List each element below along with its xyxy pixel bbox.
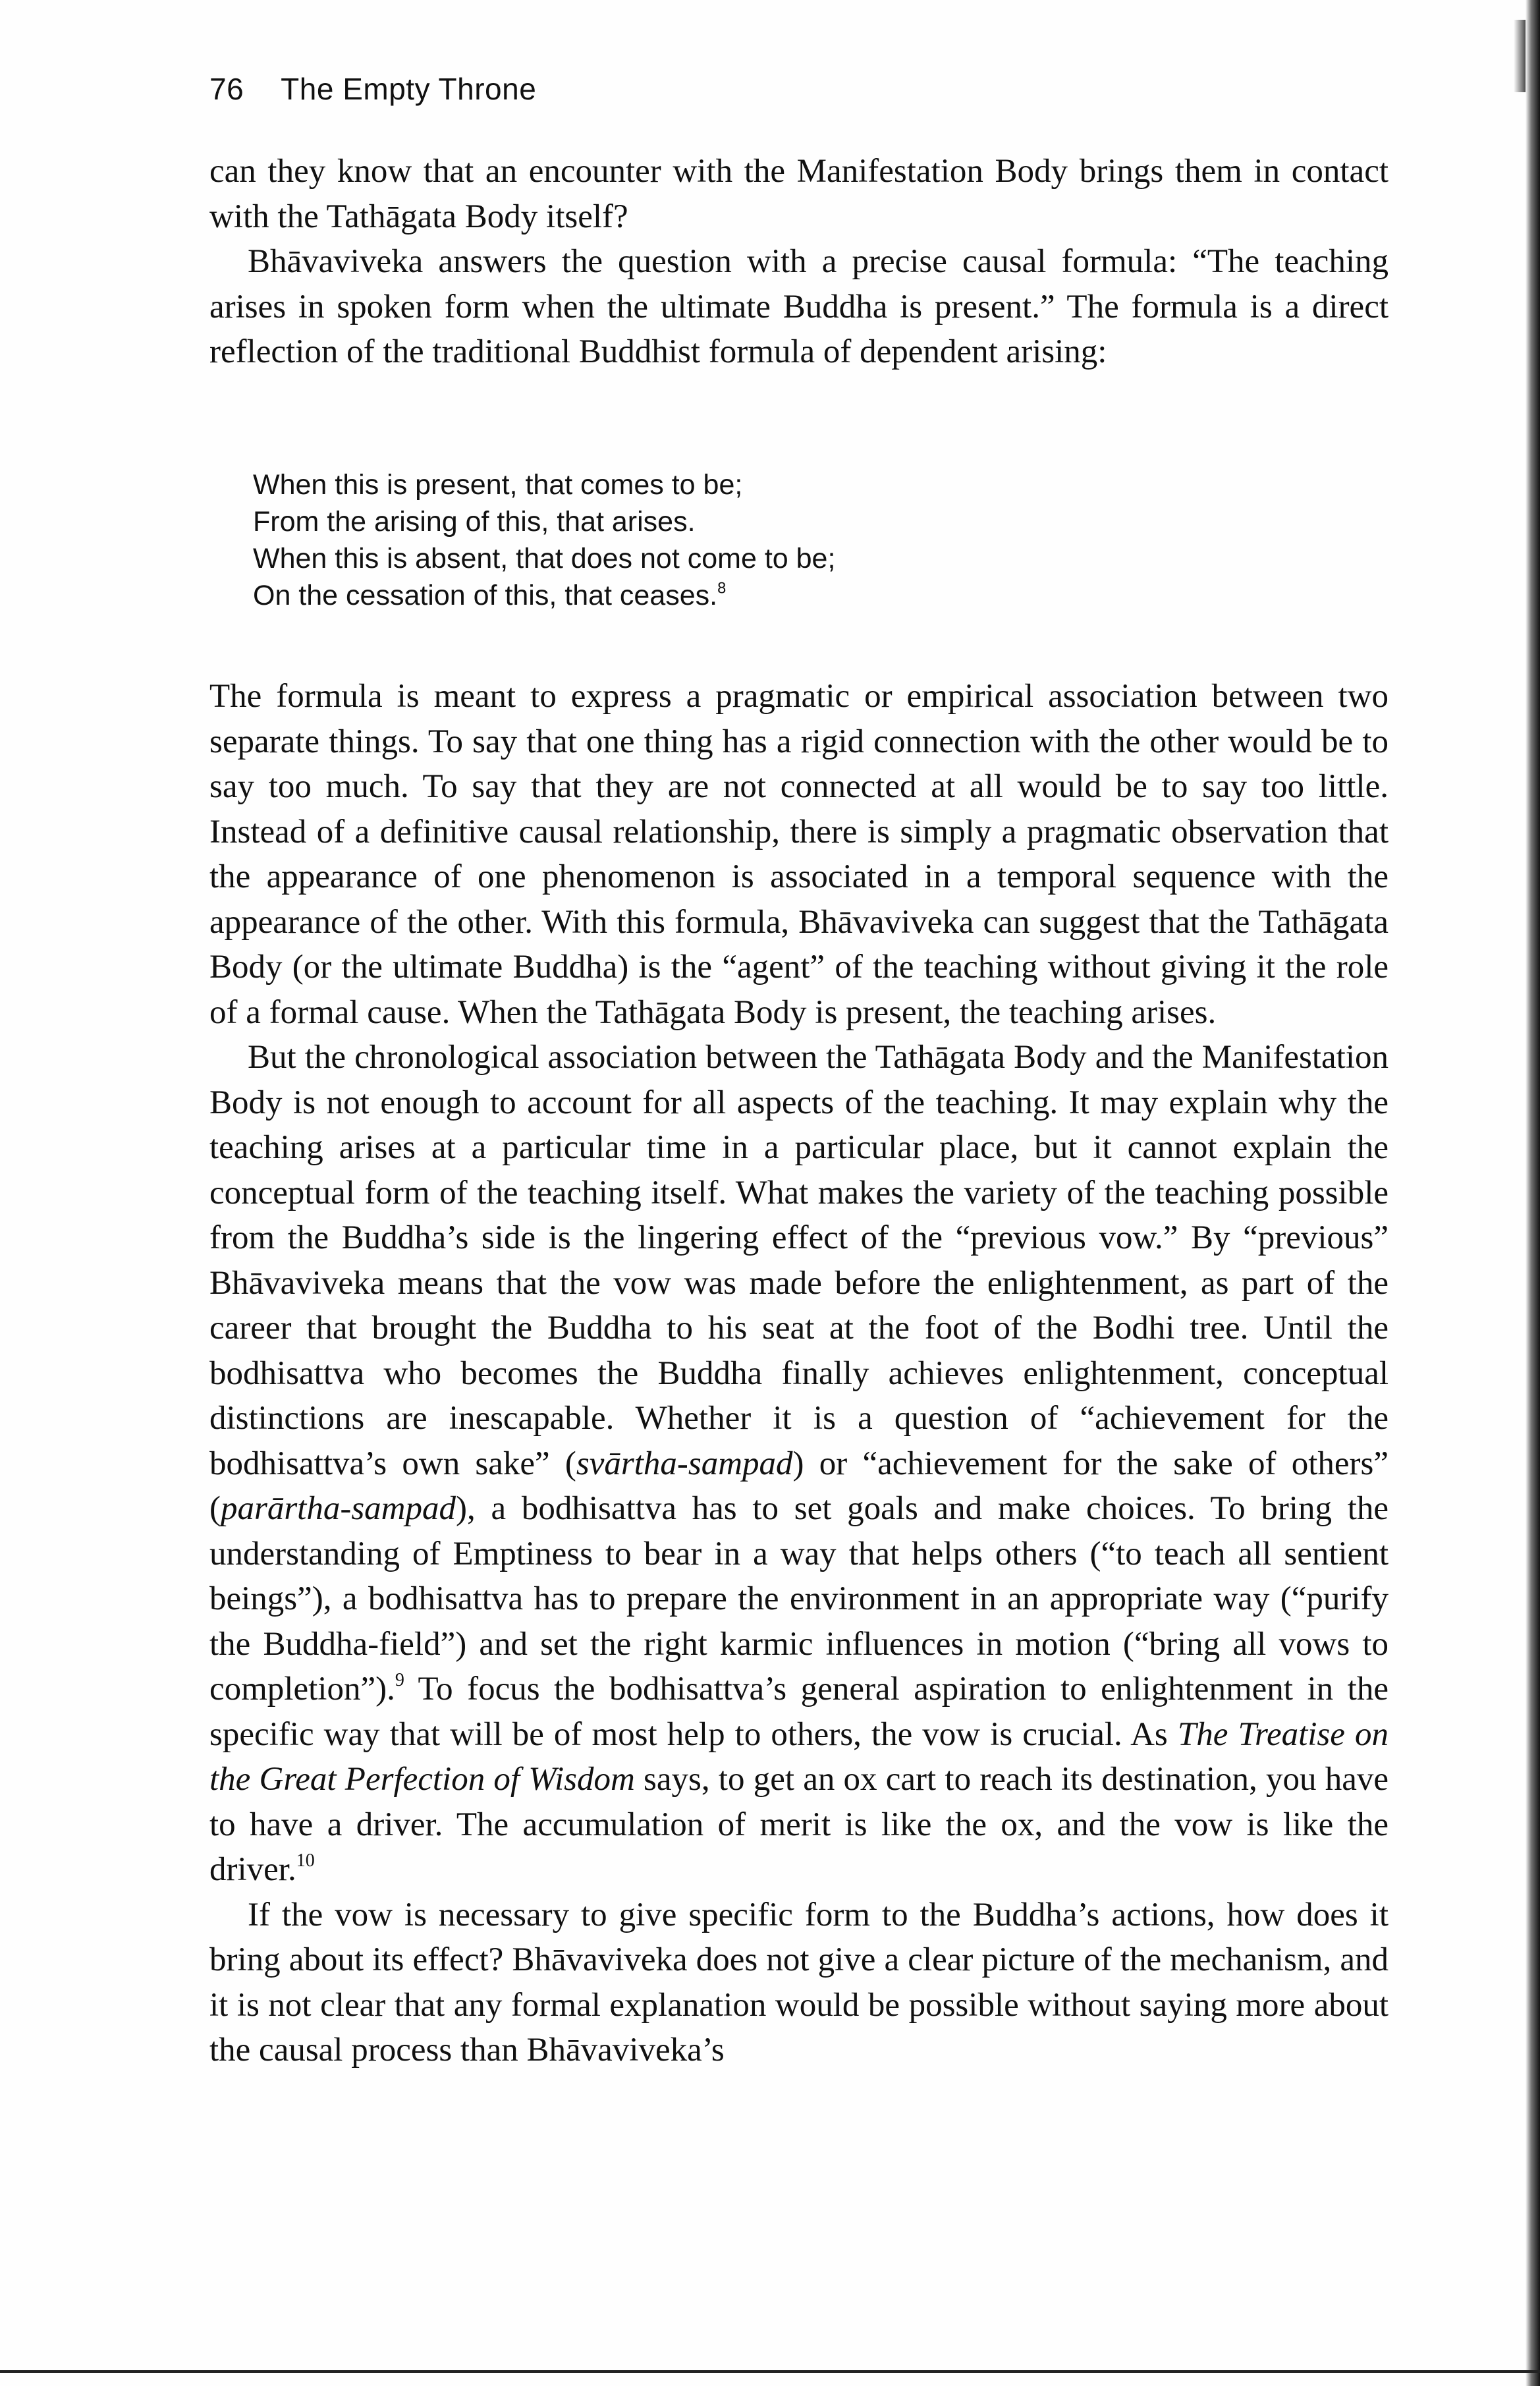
running-title: The Empty Throne: [281, 72, 537, 106]
paragraph-pragmatic-association: The formula is meant to express a pragmatic or empirical association between two separate things. To say that one thing has a rigid connection with the other would be to say too much. To say that they are not connected at all would be to say too little. Instead of a definitive causal relationship, there is simply a pragmatic observation that the appearance of one phenomenon is associated in a temporal sequence with the appearance of the other. With this formula, Bhāvaviveka can suggest that the Tathāgata Body (or the ultimate Buddha) is the “agent” of the teaching without giving it the role of a formal cause. When the Tathāgata Body is present, the teaching arises.: [209, 678, 1389, 1031]
term-svartha-sampad: svārtha-sampad: [576, 1445, 793, 1482]
text-block-main: [209, 674, 1389, 2073]
book-title: The Treatise on the Great Perfection of Wisdom: [209, 1715, 1389, 1798]
text-run: says, to get an ox cart to reach its destination, you have to have a driver. The accumulation of merit is like the ox, and the vow is like the driver.: [209, 1761, 1389, 1888]
quote-line: When this is absent, that does not come to be;: [253, 543, 836, 574]
scan-edge-shadow: [1526, 0, 1540, 2386]
paragraph-vow-mechanism: If the vow is necessary to give specific form to the Buddha’s actions, how does it bring about its effect? Bhāvaviveka does not give a clear picture of the mechanism, and it is not clear that any formal explanation would be possible without saying more about the causal process than Bhāvaviveka’s: [209, 1896, 1389, 2068]
quote-line: When this is present, that comes to be;: [253, 469, 743, 501]
text-run: But the chronological association between the Tathāgata Body and the Manifestation Body is not enough to account for all aspects of the teaching. It may explain why the teaching arises at a particular time in a particular place, but it cannot explain the conceptual form of the teaching itself. What makes the variety of the teaching possible from the Buddha’s side is the lingering effect of the “previous vow.” By “previous” Bhāvaviveka means that the vow was made before the enlightenment, as part of the career that brought the Buddha to his seat at the foot of the Bodhi tree. Until the bodhisattva who becomes the Buddha finally achieves enlightenment, conceptual distinctions are inescapable. Whether it is a question of “achievement for the bodhisattva’s own sake” (: [209, 1039, 1389, 1482]
text-block-top: [209, 149, 1389, 375]
paragraph-previous-vow: [209, 1035, 1389, 1893]
page-number: 76: [209, 72, 244, 106]
scan-bottom-edge: [0, 2370, 1540, 2373]
footnote-ref-9: 9: [395, 1669, 404, 1690]
quote-line-text: On the cessation of this, that ceases.: [253, 580, 718, 611]
paragraph-continued: can they know that an encounter with the Manifestation Body brings them in contact with the Tathāgata Body itself?: [209, 153, 1389, 235]
text-run: To focus the bodhisattva’s general aspiration to enlightenment in the specific way that will be of most help to others, the vow is crucial. As: [209, 1671, 1389, 1753]
scan-edge-notch: [1514, 20, 1526, 92]
term-parartha-sampad: parārtha-sampad: [220, 1490, 456, 1527]
paragraph-bhavaviveka-formula: Bhāvaviveka answers the question with a precise causal formula: “The teaching arises in spoken form when the ultimate Buddha is present.” The formula is a direct reflection of the traditional Buddhist formula of dependent arising:: [209, 243, 1389, 370]
block-quote-dependent-arising: [253, 466, 835, 614]
quote-line: From the arising of this, that arises.: [253, 506, 696, 538]
footnote-ref-10: 10: [296, 1850, 315, 1871]
quote-line-last: [253, 577, 835, 614]
text-run: ) or “achievement for the sake of others” (: [209, 1445, 1389, 1527]
running-header: [209, 71, 536, 107]
text-run: ), a bodhisattva has to set goals and make choices. To bring the understanding of Emptiness to bear in a way that helps others (“to teach all sentient beings”), a bodhisattva has to prepare the environment in an appropriate way (“purify the Buddha-field”) and set the right karmic influences in motion (“bring all vows to completion”).: [209, 1490, 1389, 1707]
footnote-ref-8: 8: [717, 580, 727, 597]
